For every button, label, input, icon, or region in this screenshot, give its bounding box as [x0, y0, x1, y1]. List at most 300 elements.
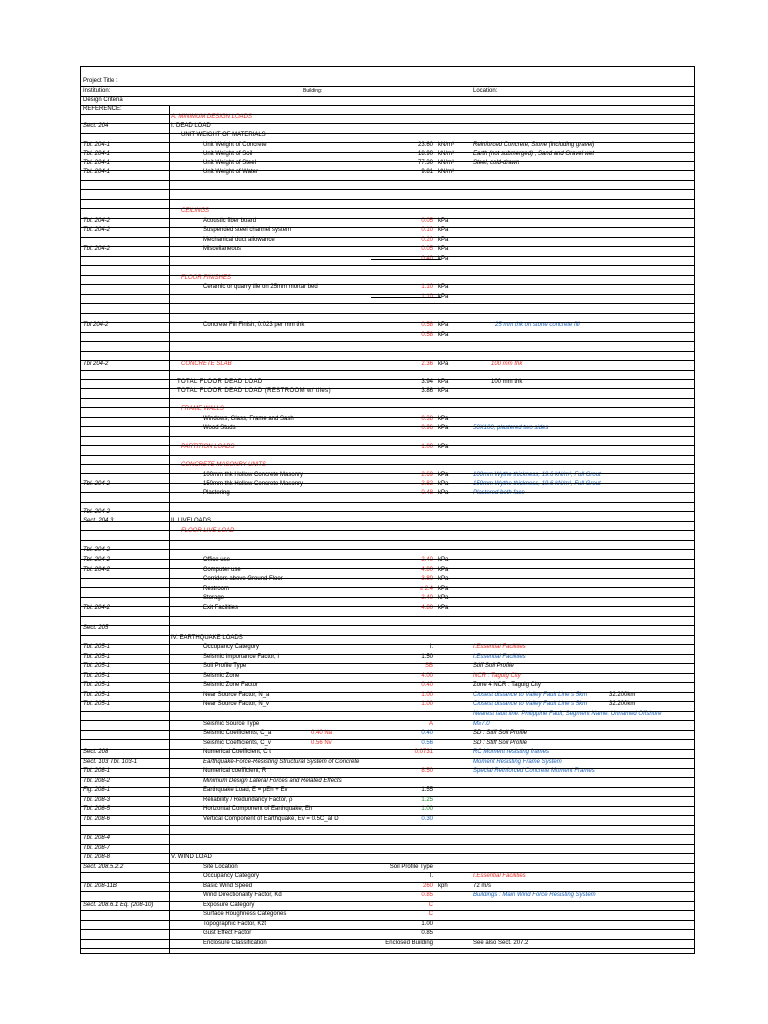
- row-divider: [81, 901, 694, 902]
- item-description: Occupancy Category: [203, 873, 260, 879]
- unit-cell: kPa: [438, 472, 449, 478]
- row-divider: [81, 806, 694, 807]
- unit-cell: kPa: [438, 576, 449, 582]
- unit-cell: kPa: [438, 284, 449, 290]
- row-divider: [81, 625, 694, 626]
- row-divider: [81, 464, 694, 465]
- reference-cell: Tbl. 208-7: [83, 845, 111, 851]
- item-description: Restroom: [203, 586, 230, 592]
- row-divider: [81, 360, 694, 361]
- unit-cell: kPa: [438, 332, 449, 338]
- item-description: Vertical Component of Earthquake, Ev = 0.5C_aI D: [203, 816, 339, 822]
- value-cell: ≤ 2.4: [419, 586, 433, 592]
- item-description: Soil Profile Type: [203, 663, 247, 669]
- value-cell: SB: [424, 663, 433, 669]
- unit-cell: kN/m³: [438, 169, 454, 175]
- row-divider: [81, 758, 694, 759]
- value-cell: 0.58: [421, 332, 433, 338]
- item-description: Minimum Design Lateral Forces and Related Effects: [203, 778, 342, 784]
- item-description: Storage: [203, 595, 225, 601]
- coefficient-formula: 0.40 Na: [311, 730, 333, 736]
- reference-cell: Sect. 103 Tbl. 103-1: [83, 759, 138, 765]
- section-heading: FRAME WALLS: [181, 406, 224, 412]
- row-divider: [81, 692, 694, 693]
- item-description: Earthquake Load, E = ρEh + Ev: [203, 787, 288, 793]
- row-divider: [81, 673, 694, 674]
- row-divider: [81, 227, 694, 228]
- reference-cell: Tbl. 208-1: [83, 768, 111, 774]
- unit-cell: kN/m³: [438, 160, 454, 166]
- table-row: [81, 910, 694, 920]
- reference-cell: Tbl. 205-1: [83, 692, 111, 698]
- unit-cell: kPa: [438, 294, 449, 300]
- item-description: Seismic Coefficients, C_v: [203, 740, 271, 746]
- item-description: Acoustic fiber board: [203, 218, 257, 224]
- note-cell: 100mm Wythe thickness, 19.6 kN/m³, Full Grout: [473, 472, 601, 478]
- row-divider: [81, 549, 694, 550]
- note-cell: 25 mm thk on stone concrete fill: [495, 322, 580, 328]
- value-cell: 0.38: [421, 416, 433, 422]
- note-cell: Buildings : Main Wind Force Resisting System: [473, 892, 596, 898]
- reference-cell: Sect. 205: [83, 625, 109, 631]
- value-cell: 4.80: [421, 605, 433, 611]
- unit-cell: kPa: [438, 586, 449, 592]
- row-divider: [81, 426, 694, 427]
- table-row: [81, 556, 694, 566]
- note-cell: M≥7.0: [473, 721, 490, 727]
- note-cell: Zone 4 NCR : Taguig City: [473, 682, 541, 688]
- row-divider: [81, 123, 694, 124]
- row-divider: [81, 398, 694, 399]
- table-row: [81, 891, 694, 901]
- note-cell: Stiff Soil Profile: [473, 663, 514, 669]
- value-cell: 0.85: [421, 892, 433, 898]
- row-divider: [81, 170, 694, 171]
- row-divider: [81, 540, 694, 541]
- table-row: [81, 929, 694, 939]
- row-divider: [81, 407, 694, 408]
- note-cell: SD : Stiff Soil Profile: [473, 740, 528, 746]
- note-cell: SD : Stiff Soil Profile: [473, 730, 528, 736]
- reference-cell: Tbl. 204-2: [83, 509, 111, 515]
- item-description: 150mm thk Hollow Concrete Masonry: [203, 481, 304, 487]
- note-cell: Closest distance to Valley Fault Line s 5km: [473, 701, 588, 707]
- note-cell: Moment Resisting Frame System: [473, 759, 562, 765]
- value-cell: 8.50: [421, 768, 433, 774]
- item-description: Miscellaneous: [203, 246, 242, 252]
- row-divider: [81, 436, 694, 437]
- row-divider: [81, 578, 694, 579]
- value-cell: 18.90: [417, 151, 433, 157]
- value-cell: 0.96: [421, 425, 433, 431]
- row-divider: [81, 891, 694, 892]
- reference-cell: Tbl 204-2: [83, 322, 109, 328]
- row-divider: [81, 275, 694, 276]
- value-cell: 0.40: [421, 256, 433, 262]
- design-criteria-label: Design Criteria: [83, 97, 123, 103]
- unit-cell: kPa: [438, 379, 449, 385]
- row-divider: [81, 303, 694, 304]
- reference-cell: Tbl. 208-6: [83, 816, 111, 822]
- item-description: Seismic Coefficients, C_a: [203, 730, 272, 736]
- reference-cell: Tbl. 208-5: [83, 806, 111, 812]
- note-cell: I.Essential Facilities: [473, 873, 526, 879]
- item-description: Unit Weight of Soil: [203, 151, 253, 157]
- row-divider: [81, 189, 694, 190]
- item-description: Mechanical duct allowance: [203, 237, 275, 243]
- note-cell: RC Moment resisting frames: [473, 749, 550, 755]
- item-description: Reliability / Redundancy Factor, ρ: [203, 797, 293, 803]
- row-divider: [81, 768, 694, 769]
- section-heading: CEILINGS: [181, 208, 210, 214]
- unit-cell: kPa: [438, 567, 449, 573]
- item-description: Unit Weight of Water: [203, 169, 259, 175]
- reference-cell: Sect. 208.6.1 Eq. (208-10): [83, 902, 154, 908]
- value-cell: 1.00: [421, 692, 433, 698]
- value-cell: 0.10: [421, 227, 433, 233]
- value-cell: A: [428, 721, 433, 727]
- value-cell: 2.40: [421, 595, 433, 601]
- item-description: Office use: [203, 557, 230, 563]
- row-divider: [81, 682, 694, 683]
- row-divider: [81, 844, 694, 845]
- value-cell: 2.36: [421, 361, 433, 367]
- row-divider: [81, 616, 694, 617]
- row-divider: [81, 749, 694, 750]
- row-divider: [81, 483, 694, 484]
- row-divider: [81, 256, 694, 257]
- item-description: Suspended steel channel system: [203, 227, 292, 233]
- unit-cell: kPa: [438, 595, 449, 601]
- value-cell: 4.00: [421, 673, 433, 679]
- value-cell: 0.48: [421, 490, 433, 496]
- reference-cell: Tbl. 204-1: [83, 151, 111, 157]
- reference-cell: Tbl. 205-1: [83, 673, 111, 679]
- row-divider: [81, 777, 694, 778]
- value-cell: 0.40: [421, 682, 433, 688]
- item-description: Numerical Coefficient, C t: [203, 749, 271, 755]
- row-divider: [81, 872, 694, 873]
- value-cell: Soil Profile Type: [389, 864, 433, 870]
- note-cell: Nearest fault line: Philippine Fault; Segment Name: Unnamed Offshore: [473, 711, 662, 717]
- unit-cell: kPa: [438, 490, 449, 496]
- unit-cell: kPa: [438, 388, 449, 394]
- row-divider: [81, 473, 694, 474]
- reference-cell: Tbl. 208-11B: [83, 883, 117, 889]
- unit-cell: kPa: [438, 218, 449, 224]
- note-cell: Reinforced Concrete, Stone (including gravel): [473, 142, 595, 148]
- note-cell: NCR : Taguig City: [473, 673, 521, 679]
- unit-cell: kPa: [438, 256, 449, 262]
- total-label: TOTAL FLOOR DEAD LOAD: [177, 379, 263, 385]
- unit-cell: kPa: [438, 605, 449, 611]
- reference-cell: Fig. 208-1: [83, 787, 111, 793]
- unit-cell: kPa: [438, 227, 449, 233]
- row-divider: [81, 882, 694, 883]
- reference-cell: Tbl. 204-1: [83, 169, 111, 175]
- row-divider: [81, 341, 694, 342]
- value-cell: 23.60: [417, 142, 433, 148]
- reference-cell: Tbl. 204-2: [83, 547, 111, 553]
- value-cell: 1.00: [421, 806, 433, 812]
- table-row: [81, 461, 694, 471]
- row-divider: [81, 787, 694, 788]
- row-divider: [81, 815, 694, 816]
- value-cell: 0.05: [421, 218, 433, 224]
- row-divider: [81, 739, 694, 740]
- item-description: Seismic Source Type: [203, 721, 260, 727]
- row-divider: [81, 730, 694, 731]
- row-divider: [81, 502, 694, 503]
- table-row: [81, 575, 694, 585]
- table-row: [81, 360, 694, 370]
- value-cell: 1.10: [421, 294, 433, 300]
- unit-cell: kPa: [438, 481, 449, 487]
- item-description: Surface Roughness Categories: [203, 911, 287, 917]
- unit-cell: kPa: [438, 425, 449, 431]
- value-cell: 260: [422, 883, 433, 889]
- value-cell: 1.00: [421, 921, 433, 927]
- value-cell: 1.25: [421, 797, 433, 803]
- row-divider: [81, 654, 694, 655]
- table-row: [81, 853, 694, 863]
- row-divider: [81, 863, 694, 864]
- table-row: [81, 546, 694, 556]
- value-cell: 2.69: [421, 472, 433, 478]
- row-divider: [81, 265, 694, 266]
- item-description: Computer use: [203, 567, 241, 573]
- note-cell: 150mm Wythe thickness, 19.6 kN/m³, Full Grout: [473, 481, 601, 487]
- item-description: Numerical coefficient, R: [203, 768, 267, 774]
- item-description: Seismic Zone Factor: [203, 682, 259, 688]
- item-description: Gust Effect Factor: [203, 930, 252, 936]
- reference-cell: Tbl 204-2: [83, 361, 109, 367]
- value-cell: 9.81: [421, 169, 433, 175]
- project-title-label: Project Title :: [83, 78, 118, 84]
- item-description: Plastering: [203, 490, 230, 496]
- section-heading: PARTITION LOADS: [181, 444, 235, 450]
- project-title-row: [81, 77, 694, 87]
- spreadsheet-page: [80, 66, 695, 954]
- value-cell: C: [428, 902, 433, 908]
- note-cell: 100 mm thk: [491, 361, 523, 367]
- note-cell: I.Essential Facilities: [473, 654, 526, 660]
- row-divider: [81, 910, 694, 911]
- row-divider: [81, 445, 694, 446]
- row-divider: [81, 142, 694, 143]
- note-cell: 50X100, plastered two sides: [473, 425, 549, 431]
- value-cell: 0.58: [421, 322, 433, 328]
- item-description: Concrete Fill Finish, 0.023 per mm thk: [203, 322, 305, 328]
- value-cell: 1.10: [421, 284, 433, 290]
- row-divider: [81, 313, 694, 314]
- row-divider: [81, 370, 694, 371]
- reference-cell: Tbl. 205-1: [83, 663, 111, 669]
- unit-cell: kN/m³: [438, 142, 454, 148]
- row-divider: [81, 711, 694, 712]
- row-divider: [81, 114, 694, 115]
- value-cell: 0.56: [421, 740, 433, 746]
- reference-cell: Tbl. 204-2: [83, 567, 111, 573]
- reference-label: REFERENCE:: [83, 106, 122, 112]
- table-row: [81, 594, 694, 604]
- value-cell: 0.20: [421, 237, 433, 243]
- item-description: Unit Weight of Concrete: [203, 142, 267, 148]
- row-divider: [81, 332, 694, 333]
- note-cell: 100 mm thk: [491, 379, 523, 385]
- item-description: Corridors above Ground Floor: [203, 576, 283, 582]
- row-divider: [81, 294, 694, 295]
- row-divider: [81, 284, 694, 285]
- section-heading: FLOOR FINISHES: [181, 275, 232, 281]
- coefficient-formula: 0.56 Nv: [311, 740, 332, 746]
- row-divider: [81, 720, 694, 721]
- item-description: Unit Weight of Steel: [203, 160, 256, 166]
- item-description: Windows, Glass, Frame and Sash: [203, 416, 294, 422]
- value-cell: 4.80: [421, 567, 433, 573]
- note-cell: I.Essential Facilities: [473, 644, 526, 650]
- row-divider: [81, 521, 694, 522]
- underline: [371, 297, 441, 298]
- item-description: Exposure Category: [203, 902, 255, 908]
- reference-cell: Tbl. 204-2: [83, 481, 111, 487]
- note-cell: 72 m/s: [473, 883, 492, 889]
- note-cell: Special Reinforced Concrete Moment Frames: [473, 768, 595, 774]
- reference-cell: Tbl. 205-1: [83, 682, 111, 688]
- value-cell: 0.0731: [414, 749, 433, 755]
- row-divider: [81, 180, 694, 181]
- value-cell: 1.00: [421, 701, 433, 707]
- unit-cell: kPa: [438, 237, 449, 243]
- value-cell: 0.85: [421, 930, 433, 936]
- value-cell: 77.30: [417, 160, 433, 166]
- subsection-heading: UNIT WEIGHT OF MATERIALS: [181, 132, 266, 138]
- row-divider: [81, 351, 694, 352]
- value-cell: Enclosed Building: [385, 940, 433, 946]
- section-heading: FLOOR LIVE LOAD: [181, 528, 235, 534]
- row-divider: [81, 199, 694, 200]
- note-cell: See also Sect. 207.2: [473, 940, 529, 946]
- reference-cell: Sect. 204.3: [83, 518, 114, 524]
- value-cell: 2.82: [421, 481, 433, 487]
- row-divider: [81, 644, 694, 645]
- unit-cell: kPa: [438, 416, 449, 422]
- row-divider: [81, 218, 694, 219]
- section-heading: V. WIND LOAD: [171, 854, 212, 860]
- section-heading: II. LIVELOADS: [171, 518, 212, 524]
- value-cell: 2.40: [421, 557, 433, 563]
- total-label: TOTAL FLOOR DEAD LOAD (RESTROOM w/ tiles): [177, 388, 331, 394]
- row-divider: [81, 388, 694, 389]
- distance-cell: 32.200km: [609, 692, 636, 698]
- note-cell: Closest distance to Valley Fault Line s 5km: [473, 692, 588, 698]
- value-cell: 3.94: [421, 379, 433, 385]
- item-description: Occupancy Category: [203, 644, 260, 650]
- row-divider: [81, 237, 694, 238]
- value-cell: 0.40: [421, 730, 433, 736]
- item-description: 100mm thk Hollow Concrete Masonry: [203, 472, 304, 478]
- reference-cell: Tbl. 208-3: [83, 797, 111, 803]
- row-divider: [81, 322, 694, 323]
- table-row: [81, 872, 694, 882]
- row-divider: [81, 939, 694, 940]
- row-divider: [81, 161, 694, 162]
- table-row: [81, 527, 694, 537]
- row-divider: [81, 133, 694, 134]
- item-description: Horizontal Component of Earthquake, Eh: [203, 806, 313, 812]
- reference-cell: Tbl. 208-4: [83, 835, 111, 841]
- reference-cell: Tbl. 205-1: [83, 654, 111, 660]
- item-description: Basic Wind Speed: [203, 883, 253, 889]
- reference-cell: Tbl. 204-2: [83, 227, 111, 233]
- row-divider: [81, 455, 694, 456]
- item-description: Near Source Factor, N_a: [203, 692, 270, 698]
- table-row: [81, 815, 694, 825]
- value-cell: 1.00: [421, 444, 433, 450]
- item-description: Ceramic or quarry tile on 25mm mortar bed: [203, 284, 318, 290]
- unit-cell: kN/m³: [438, 151, 454, 157]
- location-label: Location:: [473, 88, 498, 94]
- row-divider: [81, 208, 694, 209]
- value-cell: 0.30: [421, 816, 433, 822]
- value-cell: 3.80: [421, 576, 433, 582]
- row-divider: [81, 663, 694, 664]
- reference-cell: Tbl. 204-2: [83, 557, 111, 563]
- section-heading: I. DEAD LOAD: [171, 123, 211, 129]
- reference-cell: Tbl. 205-1: [83, 701, 111, 707]
- section-heading: CONCRETE SLAB: [181, 361, 232, 367]
- reference-cell: Tbl. 205-1: [83, 644, 111, 650]
- reference-cell: Tbl. 204-2: [83, 605, 111, 611]
- row-divider: [81, 587, 694, 588]
- row-divider: [81, 701, 694, 702]
- unit-cell: kPa: [438, 557, 449, 563]
- institution-label: Institution:: [83, 88, 111, 94]
- row-divider: [81, 492, 694, 493]
- row-divider: [81, 635, 694, 636]
- reference-cell: Sect. 204: [83, 123, 109, 129]
- reference-cell: Tbl. 204-1: [83, 142, 111, 148]
- value-cell: 0.05: [421, 246, 433, 252]
- row-divider: [81, 530, 694, 531]
- reference-cell: Sect. 208: [83, 749, 109, 755]
- unit-cell: kph: [438, 883, 448, 889]
- reference-cell: Tbl. 204-1: [83, 160, 111, 166]
- note-cell: Plastered both face: [473, 490, 525, 496]
- row-divider: [81, 920, 694, 921]
- row-divider: [81, 853, 694, 854]
- row-divider: [81, 568, 694, 569]
- section-heading: IV. EARTHQUAKE LOADS: [171, 635, 243, 641]
- item-description: Site Location: [203, 864, 238, 870]
- item-description: Seismic Importance Factor, I: [203, 654, 280, 660]
- unit-cell: kPa: [438, 246, 449, 252]
- value-cell: 1.50: [421, 654, 433, 660]
- distance-cell: 32.200km: [609, 701, 636, 707]
- reference-cell: Tbl. 204-2: [83, 218, 111, 224]
- item-description: Exit Facilities: [203, 605, 239, 611]
- reference-cell: Tbl. 208-8: [83, 854, 111, 860]
- note-cell: Earth (not submerged) , Sand and Gravel wet: [473, 151, 595, 157]
- row-divider: [81, 511, 694, 512]
- row-divider: [81, 597, 694, 598]
- row-divider: [81, 559, 694, 560]
- section-heading: CONCRETE MASONRY UNITS: [181, 462, 267, 468]
- row-divider: [81, 417, 694, 418]
- note-cell: Steel, cold-drawn: [473, 160, 520, 166]
- value-cell: 1.55: [421, 787, 433, 793]
- item-description: Wood Studs: [203, 425, 236, 431]
